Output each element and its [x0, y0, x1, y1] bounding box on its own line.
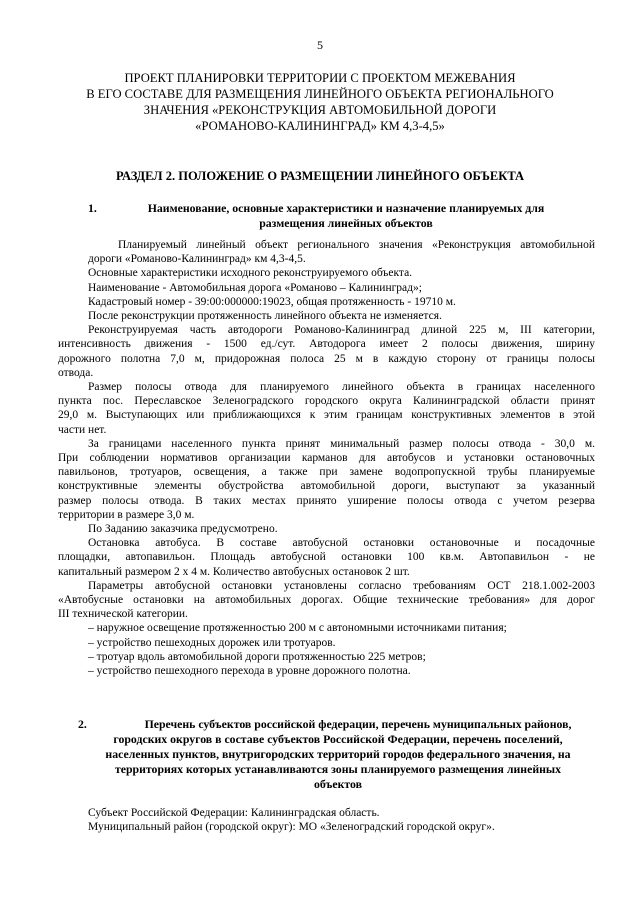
- heading-line: размещения линейных объектов: [259, 216, 433, 230]
- text-line: За границами населенного пункта принят минимальный размер полосы отвода - 30,0 м.: [88, 437, 595, 450]
- text-line: дорожного полотна 7,0 м, придорожная полоса 25 м в каждую сторону от границы полосы: [58, 352, 595, 365]
- text-line: территории в размере 3,0 м.: [58, 508, 195, 521]
- text-line: интенсивность движения - 1500 ед./сут. Автодорога имеет 2 полосы движения, ширину: [58, 338, 595, 351]
- heading-number: 2.: [78, 717, 87, 731]
- text-line: размер полосы отвода. В таких местах принято уширение полосы отвода с учетом резерва: [58, 494, 595, 507]
- document-title-line: «РОМАНОВО-КАЛИНИНГРАД» КМ 4,3-4,5»: [195, 119, 445, 133]
- heading-line: городских округов в составе субъектов Российской Федерации, перечень поселений,: [113, 732, 563, 746]
- heading-line: Перечень субъектов российской федерации, перечень муниципальных районов,: [144, 717, 572, 731]
- list-item: – тротуар вдоль автомобильной дороги протяженностью 225 метров;: [88, 650, 426, 663]
- heading-line: территориях которых устанавливаются зоны планируемого размещения линейных: [114, 762, 562, 776]
- text-line: пункта пос. Переславское Зеленоградского городского округа Калининградской области принят: [58, 395, 595, 408]
- text-line: Кадастровый номер - 39:00:000000:19023, общая протяженность - 19710 м.: [88, 295, 456, 308]
- heading-line: Наименование, основные характеристики и назначение планируемых для: [147, 201, 545, 215]
- text-line: Субъект Российской Федерации: Калининградская область.: [88, 807, 380, 819]
- section-title: РАЗДЕЛ 2. ПОЛОЖЕНИЕ О РАЗМЕЩЕНИИ ЛИНЕЙНОГО ОБЪЕКТА: [115, 169, 525, 183]
- text-line: Реконструируемая часть автодороги Романово-Калининград длиной 225 м, III категории,: [88, 324, 595, 337]
- text-line: капитальный размером 2 х 4 м. Количество автобусных остановок 2 шт.: [58, 565, 410, 578]
- body-text-block-2: [88, 806, 595, 834]
- list-item: – наружное освещение протяженностью 200 м с автономными источниками питания;: [88, 622, 507, 635]
- text-line: Муниципальный район (городской округ): МО «Зеленоградский городской округ».: [88, 821, 495, 834]
- text-line: III технической категории.: [58, 608, 188, 621]
- text-line: Наименование - Автомобильная дорога «Романово – Калининград»;: [88, 281, 422, 294]
- text-line: Планируемый линейный объект регионального значения «Реконструкция автомобильной: [118, 239, 595, 251]
- text-line: площадки, автопавильон. Площадь автобусной остановки 100 кв.м. Автопавильон - не: [58, 551, 595, 564]
- document-title-line: ПРОЕКТ ПЛАНИРОВКИ ТЕРРИТОРИИ С ПРОЕКТОМ МЕЖЕВАНИЯ: [124, 71, 516, 85]
- heading-line: объектов: [313, 777, 363, 791]
- text-line: отвода.: [58, 366, 94, 379]
- text-line: Остановка автобуса. В составе автобусной остановки остановочные и посадочные: [88, 537, 595, 550]
- text-line: Размер полосы отвода для планируемого линейного объекта в границах населенного: [88, 381, 595, 394]
- heading-number: 1.: [88, 201, 97, 215]
- subsection-heading-2: [78, 717, 598, 792]
- text-line: Параметры автобусной остановки установлены согласно требованиям ОСТ 218.1.002-2003: [88, 579, 595, 592]
- subsection-heading-1: [88, 201, 574, 231]
- body-text-block-1: [58, 238, 595, 678]
- document-title-line: ЗНАЧЕНИЯ «РЕКОНСТРУКЦИЯ АВТОМОБИЛЬНОЙ ДОРОГИ: [143, 103, 497, 117]
- document-title: [70, 70, 570, 134]
- list-item: – устройство пешеходных дорожек или тротуаров.: [88, 636, 336, 649]
- heading-line: населенных пунктов, внутригородских территорий городов федерального значения, на: [105, 747, 571, 761]
- text-line: Основные характеристики исходного реконструируемого объекта.: [88, 267, 413, 280]
- text-line: При соблюдении нормативов организации карманов для автобусов и установки остановочных: [58, 452, 595, 465]
- text-line: дороги «Романово-Калининград» км 4,3-4,5.: [88, 253, 306, 266]
- text-line: павильонов, тротуаров, освещения, а также при замене водопропускной трубы планируемые: [58, 466, 595, 479]
- text-line: По Заданию заказчика предусмотрено.: [88, 523, 278, 536]
- text-line: части нет.: [58, 423, 107, 436]
- text-line: «Автобусные остановки на автомобильных дорогах. Общие технические требования» для дорог: [58, 594, 595, 607]
- text-line: После реконструкции протяженность линейного объекта не изменяется.: [88, 310, 442, 323]
- document-title-line: В ЕГО СОСТАВЕ ДЛЯ РАЗМЕЩЕНИЯ ЛИНЕЙНОГО ОБЪЕКТА РЕГИОНАЛЬНОГО: [86, 87, 554, 101]
- text-line: 29,0 м. Выступающих или приближающихся к этим границам конструктивных элементов в этой: [58, 409, 595, 422]
- list-item: – устройство пешеходного перехода в уровне дорожного полотна.: [88, 665, 411, 678]
- text-line: конструктивные элементы обустройства автомобильной дороги, выступают за указанный: [58, 480, 595, 493]
- page-number: 5: [317, 38, 323, 52]
